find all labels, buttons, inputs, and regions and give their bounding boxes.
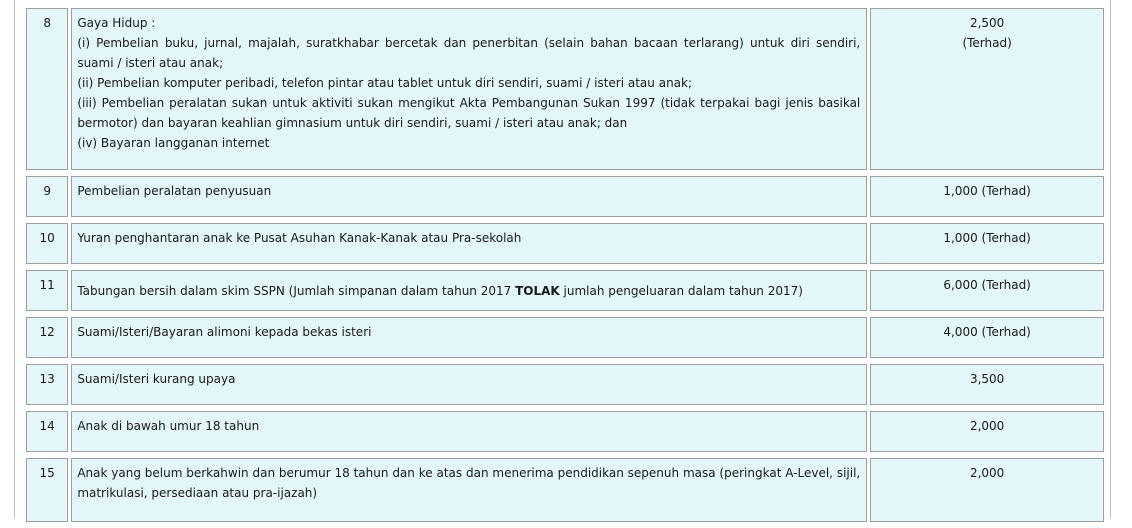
amount-note: (Terhad) <box>962 36 1012 50</box>
row-number: 15 <box>26 458 68 522</box>
row-description <box>71 8 867 170</box>
description-line: (i) Pembelian buku, jurnal, majalah, suratkhabar bercetak dan penerbitan (selain bahan bacaan terlarang) untuk diri sendiri, suami / isteri atau anak; <box>77 36 861 70</box>
amount-value: 2,500 <box>969 16 1005 30</box>
row-amount <box>870 8 1104 170</box>
row-description: Anak yang belum berkahwin dan berumur 18 tahun dan ke atas dan menerima pendidikan sepenuh masa (peringkat A-Level, sijil, matrikulasi, persediaan atau pra-ijazah) <box>71 458 867 522</box>
table-row <box>26 458 1104 522</box>
description-line: (iii) Pembelian peralatan sukan untuk aktiviti sukan mengikut Akta Pembangunan Sukan 1997 (tidak terpakai bagi jenis basikal bermotor) dan bayaran keahlian gimnasium untuk diri sendiri, suami / isteri atau anak; dan <box>77 96 861 130</box>
row-amount: 6,000 (Terhad) <box>870 270 1104 311</box>
row-description: Suami/Isteri/Bayaran alimoni kepada bekas isteri <box>71 317 867 358</box>
row-description: Yuran penghantaran anak ke Pusat Asuhan Kanak-Kanak atau Pra-sekolah <box>71 223 867 264</box>
description-emphasis: TOLAK <box>515 284 560 298</box>
row-amount: 4,000 (Terhad) <box>870 317 1104 358</box>
row-number: 14 <box>26 411 68 452</box>
row-number: 9 <box>26 176 68 217</box>
table-row <box>26 176 1104 217</box>
tax-relief-table <box>23 2 1107 528</box>
row-description: Anak di bawah umur 18 tahun <box>71 411 867 452</box>
description-text: Tabungan bersih dalam skim SSPN (Jumlah simpanan dalam tahun 2017 <box>77 284 516 298</box>
table-row <box>26 364 1104 405</box>
row-number: 10 <box>26 223 68 264</box>
row-description <box>71 270 867 311</box>
table-row <box>26 8 1104 170</box>
table-row <box>26 270 1104 311</box>
row-number: 11 <box>26 270 68 311</box>
row-amount: 1,000 (Terhad) <box>870 223 1104 264</box>
row-amount: 2,000 <box>870 458 1104 522</box>
table-row <box>26 411 1104 452</box>
row-number: 13 <box>26 364 68 405</box>
description-line: Gaya Hidup : <box>77 16 156 30</box>
row-amount: 2,000 <box>870 411 1104 452</box>
table-row <box>26 223 1104 264</box>
description-line: (ii) Pembelian komputer peribadi, telefon pintar atau tablet untuk diri sendiri, suami / isteri atau anak; <box>77 76 693 90</box>
table-row <box>26 317 1104 358</box>
description-text: jumlah pengeluaran dalam tahun 2017) <box>559 284 803 298</box>
row-description: Suami/Isteri kurang upaya <box>71 364 867 405</box>
row-amount: 3,500 <box>870 364 1104 405</box>
row-description: Pembelian peralatan penyusuan <box>71 176 867 217</box>
row-number: 12 <box>26 317 68 358</box>
description-line: (iv) Bayaran langganan internet <box>77 136 270 150</box>
row-number: 8 <box>26 8 68 170</box>
row-amount: 1,000 (Terhad) <box>870 176 1104 217</box>
